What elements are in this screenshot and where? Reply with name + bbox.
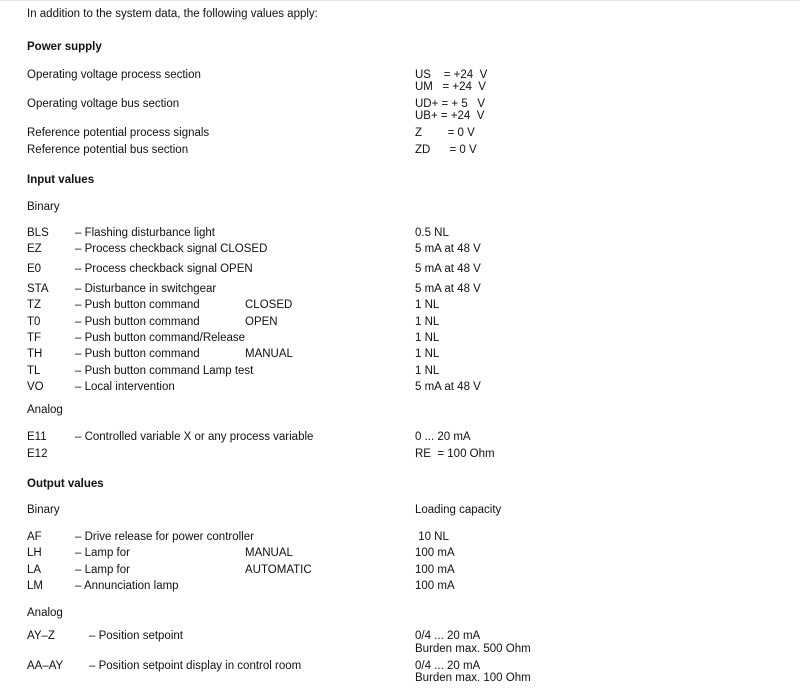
input-code: TL bbox=[27, 365, 41, 377]
input-extra: OPEN bbox=[245, 316, 278, 328]
input-desc: – Push button command bbox=[75, 299, 200, 311]
power-row-value: Z = 0 V bbox=[415, 127, 475, 139]
output-code: LM bbox=[27, 580, 43, 592]
input-code: VO bbox=[27, 381, 44, 393]
output-extra: MANUAL bbox=[245, 547, 293, 559]
input-value: 0 ... 20 mA bbox=[415, 431, 471, 443]
input-value: 1 NL bbox=[415, 365, 440, 377]
input-code: E0 bbox=[27, 263, 42, 275]
output-analog-heading: Analog bbox=[27, 607, 63, 619]
input-value: 1 NL bbox=[415, 332, 440, 344]
input-desc: – Push button command bbox=[75, 348, 200, 360]
output-value: 10 NL bbox=[415, 531, 449, 543]
output-code: AF bbox=[27, 531, 42, 543]
output-value: Burden max. 500 Ohm bbox=[415, 643, 531, 655]
output-extra: AUTOMATIC bbox=[245, 564, 312, 576]
input-desc: – Process checkback signal OPEN bbox=[75, 263, 253, 275]
output-value: 100 mA bbox=[415, 547, 455, 559]
input-value: 1 NL bbox=[415, 316, 440, 328]
input-code: TH bbox=[27, 348, 43, 360]
input-value: 5 mA at 48 V bbox=[415, 283, 481, 295]
power-row-label: Reference potential process signals bbox=[27, 127, 210, 139]
output-value: 0/4 ... 20 mA bbox=[415, 630, 481, 642]
input-value: 0.5 NL bbox=[415, 227, 449, 239]
input-code: STA bbox=[27, 283, 49, 295]
input-value: 1 NL bbox=[415, 299, 440, 311]
output-desc: – Drive release for power controller bbox=[75, 531, 254, 543]
input-desc: – Controlled variable X or any process variable bbox=[75, 431, 314, 443]
input-value: 5 mA at 48 V bbox=[415, 263, 481, 275]
input-code: E11 bbox=[27, 431, 47, 443]
output-value: 100 mA bbox=[415, 564, 455, 576]
output-desc: – Position setpoint bbox=[89, 630, 183, 642]
power-row-value: UD+ = + 5 V bbox=[415, 98, 485, 110]
power-row-label: Reference potential bus section bbox=[27, 144, 189, 156]
output-code: AY–Z bbox=[27, 630, 55, 642]
input-desc: – Flashing disturbance light bbox=[75, 227, 215, 239]
input-values-heading: Input values bbox=[27, 174, 95, 186]
output-code: LH bbox=[27, 547, 42, 559]
power-row-value: US = +24 V bbox=[415, 69, 488, 81]
input-code: TF bbox=[27, 332, 42, 344]
input-desc: – Push button command bbox=[75, 316, 200, 328]
power-row-label: Operating voltage bus section bbox=[27, 98, 180, 110]
output-value: Burden max. 100 Ohm bbox=[415, 672, 531, 684]
output-binary-heading: Binary bbox=[27, 504, 60, 516]
power-row-value: UM = +24 V bbox=[415, 81, 486, 93]
output-code: AA–AY bbox=[27, 660, 64, 672]
input-code: TZ bbox=[27, 299, 42, 311]
input-desc: – Disturbance in switchgear bbox=[75, 283, 217, 295]
output-code: LA bbox=[27, 564, 42, 576]
output-desc: – Position setpoint display in control room bbox=[89, 660, 302, 672]
input-desc: – Local intervention bbox=[75, 381, 175, 393]
output-value: 100 mA bbox=[415, 580, 455, 592]
input-value: 5 mA at 48 V bbox=[415, 381, 481, 393]
input-code: EZ bbox=[27, 243, 42, 255]
top-divider bbox=[0, 0, 800, 1]
power-row-value: ZD = 0 V bbox=[415, 144, 477, 156]
input-value: 1 NL bbox=[415, 348, 440, 360]
power-row-label: Operating voltage process section bbox=[27, 69, 201, 81]
input-extra: CLOSED bbox=[245, 299, 293, 311]
output-desc: – Annunciation lamp bbox=[75, 580, 179, 592]
input-value: 5 mA at 48 V bbox=[415, 243, 481, 255]
input-binary-heading: Binary bbox=[27, 201, 60, 213]
input-desc: – Push button command/Release bbox=[75, 332, 246, 344]
output-desc: – Lamp for bbox=[75, 547, 130, 559]
input-desc: – Process checkback signal CLOSED bbox=[75, 243, 268, 255]
intro-text: In addition to the system data, the following values apply: bbox=[27, 8, 318, 20]
input-extra: MANUAL bbox=[245, 348, 293, 360]
input-value: RE = 100 Ohm bbox=[415, 448, 495, 460]
input-code: T0 bbox=[27, 316, 41, 328]
input-analog-heading: Analog bbox=[27, 404, 63, 416]
output-desc: – Lamp for bbox=[75, 564, 130, 576]
input-code: BLS bbox=[27, 227, 49, 239]
output-value: 0/4 ... 20 mA bbox=[415, 660, 481, 672]
loading-capacity-header: Loading capacity bbox=[415, 504, 502, 516]
power-supply-heading: Power supply bbox=[27, 41, 102, 53]
output-values-heading: Output values bbox=[27, 478, 104, 490]
power-row-value: UB+ = +24 V bbox=[415, 110, 485, 122]
input-desc: – Push button command Lamp test bbox=[75, 365, 254, 377]
input-code: E12 bbox=[27, 448, 48, 460]
